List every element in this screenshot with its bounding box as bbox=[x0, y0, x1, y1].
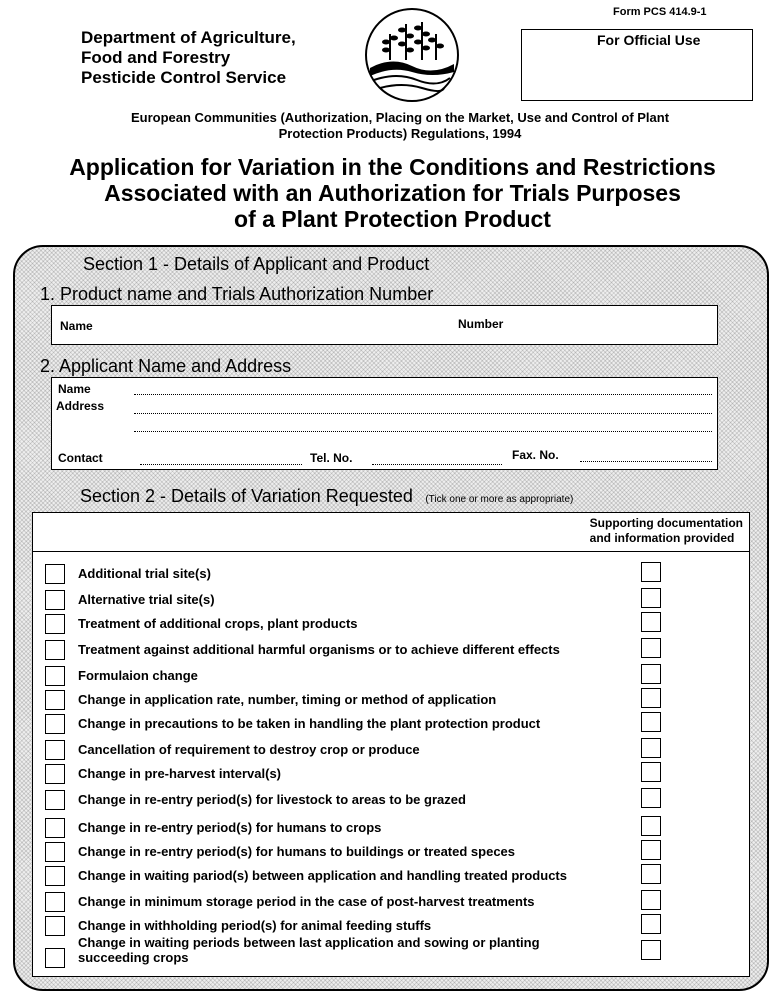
department-name bbox=[81, 28, 296, 88]
form-title bbox=[20, 154, 765, 232]
supporting-docs-checkbox[interactable] bbox=[641, 738, 661, 758]
variation-checkbox[interactable] bbox=[45, 614, 65, 634]
applicant-box bbox=[51, 377, 718, 470]
title-line: Associated with an Authorization for Trials Purposes bbox=[104, 180, 681, 206]
section2-heading: Section 2 - Details of Variation Requested bbox=[80, 486, 413, 506]
official-use-label: For Official Use bbox=[597, 32, 701, 48]
variation-label: Cancellation of requirement to destroy crop or produce bbox=[78, 742, 420, 757]
supporting-docs-checkbox[interactable] bbox=[641, 712, 661, 732]
address-line-1[interactable] bbox=[134, 413, 712, 414]
supporting-header-line: and information provided bbox=[589, 531, 735, 545]
variation-row bbox=[33, 638, 749, 660]
supporting-docs-checkbox[interactable] bbox=[641, 688, 661, 708]
contact-field[interactable] bbox=[140, 464, 302, 465]
section1-heading: Section 1 - Details of Applicant and Product bbox=[83, 254, 430, 274]
product-box bbox=[51, 305, 718, 345]
variation-label: Change in waiting periods between last application and sowing or planting succeeding crops bbox=[78, 935, 540, 965]
supporting-docs-checkbox[interactable] bbox=[641, 788, 661, 808]
supporting-docs-header bbox=[590, 516, 743, 546]
variation-checkbox[interactable] bbox=[45, 948, 65, 968]
variation-label: Change in re-entry period(s) for livestock to areas to be grazed bbox=[78, 792, 466, 807]
variation-label: Treatment against additional harmful organisms or to achieve different effects bbox=[78, 642, 560, 657]
variation-row bbox=[33, 935, 749, 965]
supporting-docs-checkbox[interactable] bbox=[641, 816, 661, 836]
trials-authorization-number-field[interactable] bbox=[522, 310, 712, 340]
variation-label: Change in re-entry period(s) for humans to buildings or treated speces bbox=[78, 844, 516, 859]
applicant-address-label: Address bbox=[56, 399, 105, 413]
variation-label: Change in minimum storage period in the case of post-harvest treatments bbox=[78, 894, 535, 909]
supporting-docs-checkbox[interactable] bbox=[641, 638, 661, 658]
variation-checkbox[interactable] bbox=[45, 866, 65, 886]
variation-row bbox=[33, 914, 749, 936]
variation-row bbox=[33, 562, 749, 584]
variation-row bbox=[33, 762, 749, 784]
supporting-docs-checkbox[interactable] bbox=[641, 914, 661, 934]
variation-checkbox[interactable] bbox=[45, 790, 65, 810]
department-logo-icon bbox=[362, 6, 462, 104]
variation-row bbox=[33, 612, 749, 634]
product-name-field[interactable] bbox=[112, 310, 442, 340]
department-line: Food and Forestry bbox=[81, 48, 231, 67]
supporting-docs-checkbox[interactable] bbox=[641, 664, 661, 684]
variation-label: Change in precautions to be taken in handling the plant protection product bbox=[78, 716, 541, 731]
supporting-docs-checkbox[interactable] bbox=[641, 890, 661, 910]
regulations-line: European Communities (Authorization, Placing on the Market, Use and Control of Plant bbox=[130, 110, 670, 125]
variation-checkbox[interactable] bbox=[45, 564, 65, 584]
variation-checkbox[interactable] bbox=[45, 590, 65, 610]
variation-checkbox[interactable] bbox=[45, 714, 65, 734]
variation-checkbox[interactable] bbox=[45, 818, 65, 838]
variation-row bbox=[33, 712, 749, 734]
variation-label: Additional trial site(s) bbox=[78, 566, 211, 581]
department-line: Department of Agriculture, bbox=[81, 28, 296, 47]
supporting-docs-checkbox[interactable] bbox=[641, 562, 661, 582]
variation-table bbox=[32, 512, 750, 977]
variation-label: Change in re-entry period(s) for humans to crops bbox=[78, 820, 382, 835]
applicant-name-label: Name bbox=[58, 382, 91, 396]
contact-label: Contact bbox=[58, 451, 103, 465]
variation-checkbox[interactable] bbox=[45, 740, 65, 760]
section2-heading-group bbox=[80, 486, 573, 507]
variation-row bbox=[33, 664, 749, 686]
variation-label: Change in pre-harvest interval(s) bbox=[78, 766, 281, 781]
variation-row bbox=[33, 890, 749, 912]
variation-label: Change in application rate, number, timing or method of application bbox=[78, 692, 497, 707]
supporting-docs-checkbox[interactable] bbox=[641, 940, 661, 960]
fax-label: Fax. No. bbox=[512, 448, 559, 462]
regulations-text bbox=[60, 110, 740, 142]
form-number: Form PCS 414.9-1 bbox=[613, 6, 707, 18]
variation-checkbox[interactable] bbox=[45, 666, 65, 686]
variation-row bbox=[33, 588, 749, 610]
supporting-docs-checkbox[interactable] bbox=[641, 864, 661, 884]
section2-note: (Tick one or more as appropriate) bbox=[425, 494, 574, 505]
supporting-header-line: Supporting documentation bbox=[589, 516, 743, 530]
applicant-name-field[interactable] bbox=[134, 394, 712, 395]
variation-checkbox[interactable] bbox=[45, 892, 65, 912]
variation-row bbox=[33, 816, 749, 838]
address-line-2[interactable] bbox=[134, 431, 712, 432]
variation-checkbox[interactable] bbox=[45, 640, 65, 660]
regulations-line: Protection Products) Regulations, 1994 bbox=[278, 126, 522, 141]
variation-label: Change in withholding period(s) for animal feeding stuffs bbox=[78, 918, 432, 933]
variation-row bbox=[33, 688, 749, 710]
variation-label: Change in waiting pariod(s) between application and handling treated products bbox=[78, 868, 567, 883]
title-line: Application for Variation in the Conditions and Restrictions bbox=[69, 154, 716, 180]
variation-row bbox=[33, 738, 749, 760]
product-number-label: Number bbox=[458, 317, 504, 331]
variation-row bbox=[33, 864, 749, 886]
variation-label: Formulaion change bbox=[78, 668, 198, 683]
variation-checkbox[interactable] bbox=[45, 842, 65, 862]
variation-checkbox[interactable] bbox=[45, 690, 65, 710]
variation-row bbox=[33, 840, 749, 862]
supporting-docs-checkbox[interactable] bbox=[641, 612, 661, 632]
table-header-divider bbox=[33, 551, 749, 552]
supporting-docs-checkbox[interactable] bbox=[641, 840, 661, 860]
tel-field[interactable] bbox=[372, 464, 502, 465]
department-line: Pesticide Control Service bbox=[81, 68, 287, 87]
product-name-label: Name bbox=[60, 319, 93, 333]
supporting-docs-checkbox[interactable] bbox=[641, 762, 661, 782]
variation-checkbox[interactable] bbox=[45, 764, 65, 784]
official-use-box bbox=[521, 29, 753, 101]
q2-heading: 2. Applicant Name and Address bbox=[40, 356, 292, 376]
variation-checkbox[interactable] bbox=[45, 916, 65, 936]
q1-heading: 1. Product name and Trials Authorization Number bbox=[40, 284, 434, 304]
fax-field[interactable] bbox=[580, 461, 712, 462]
variation-label: Alternative trial site(s) bbox=[78, 592, 215, 607]
title-line: of a Plant Protection Product bbox=[234, 206, 551, 232]
tel-label: Tel. No. bbox=[310, 451, 353, 465]
variation-label: Treatment of additional crops, plant products bbox=[78, 616, 358, 631]
variation-row bbox=[33, 788, 749, 810]
supporting-docs-checkbox[interactable] bbox=[641, 588, 661, 608]
